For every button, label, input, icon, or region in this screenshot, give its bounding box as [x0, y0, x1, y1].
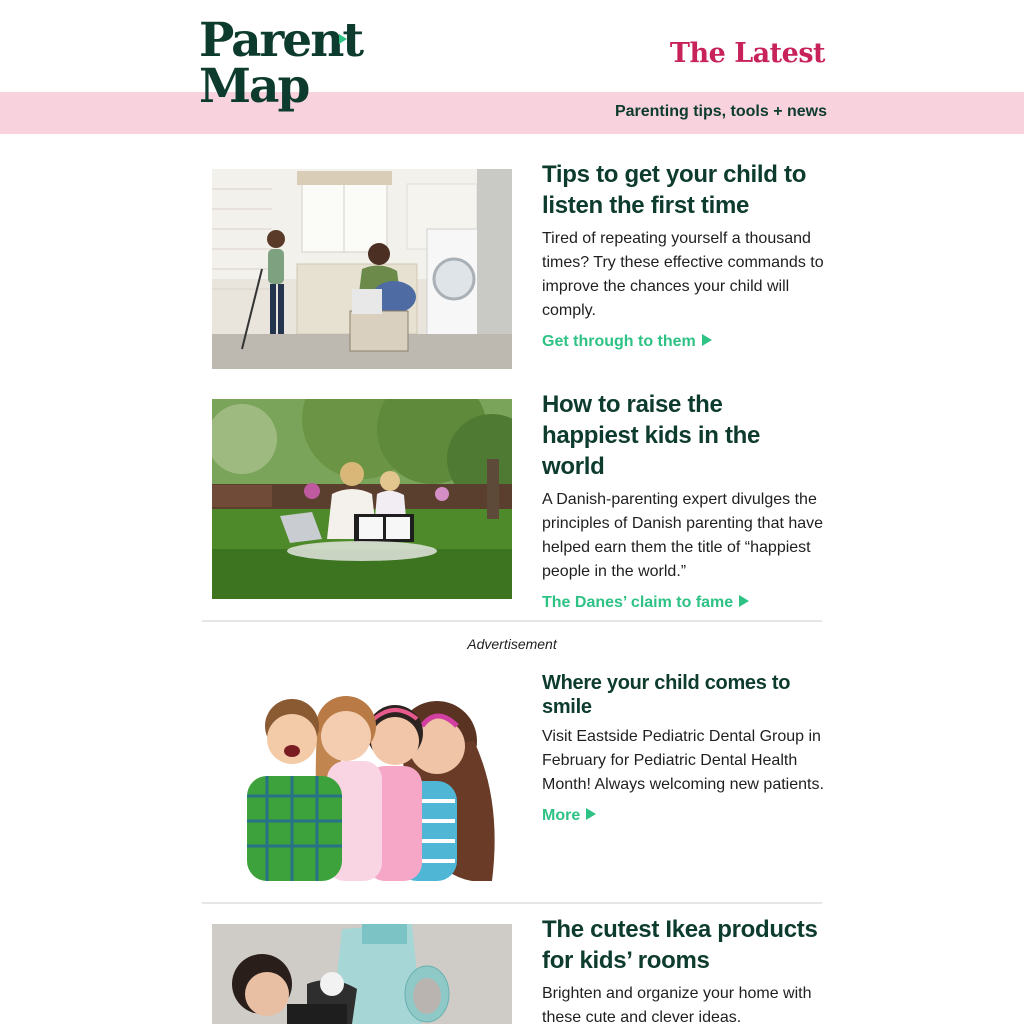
section-divider [202, 620, 822, 622]
article-desc-4: Brighten and organize your home with these cute and clever ideas. [542, 985, 812, 1024]
parentmap-logo[interactable] [199, 13, 363, 122]
cta-label-1: Get through to them [542, 333, 696, 350]
article-card [212, 391, 824, 611]
logo-word-parent: Parent [199, 13, 363, 68]
tagline-band [0, 92, 1024, 134]
ad-image-kids[interactable] [212, 681, 512, 881]
ad-title[interactable]: Where your child comes to smile [542, 672, 791, 718]
play-arrow-icon [586, 808, 596, 820]
logo-play-icon [339, 34, 347, 44]
section-divider [202, 902, 822, 904]
tagline: Parenting tips, tools + news [614, 103, 827, 120]
article-image-laundry[interactable] [212, 169, 512, 369]
logo-word-map: Map [199, 59, 309, 114]
article-desc-2: A Danish-parenting expert divulges the principles of Danish parenting that have helped earn them the title of “happiest people in the world.” [542, 491, 824, 580]
play-arrow-icon [739, 595, 749, 607]
article-image-park[interactable] [212, 399, 512, 599]
article-title-2[interactable]: How to raise the happiest kids in the world [542, 391, 761, 480]
cta-danes-link[interactable] [542, 594, 749, 612]
ad-more-link[interactable] [542, 807, 596, 825]
article-title-1[interactable]: Tips to get your child to listen the first time [542, 161, 807, 219]
advertisement-label: Advertisement [467, 636, 557, 652]
article-desc-1: Tired of repeating yourself a thousand times? Try these effective commands to improve the chances your child will comply. [542, 230, 824, 319]
article-image-ikea[interactable] [212, 924, 512, 1024]
article-card [212, 916, 824, 1024]
article-card [212, 161, 824, 369]
ad-card [212, 672, 824, 881]
cta-get-through-link[interactable] [542, 333, 712, 351]
article-title-4[interactable]: The cutest Ikea products for kids’ rooms [542, 916, 818, 974]
section-title: The Latest [669, 38, 825, 69]
play-arrow-icon [702, 334, 712, 346]
cta-label-ad: More [542, 807, 581, 824]
cta-label-2: The Danes’ claim to fame [542, 594, 734, 611]
ad-desc: Visit Eastside Pediatric Dental Group in February for Pediatric Dental Health Month! Always welcoming new patients. [542, 728, 824, 793]
